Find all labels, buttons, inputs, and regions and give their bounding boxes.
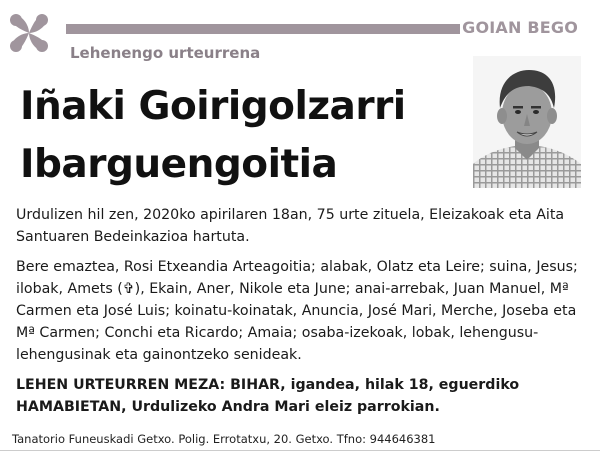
anniversary-subtitle: Lehenengo urteurrena bbox=[70, 44, 261, 62]
portrait-photo bbox=[473, 56, 581, 188]
header-rule bbox=[66, 24, 460, 34]
name-line-2: Ibarguengoitia bbox=[20, 142, 338, 187]
funeral-home-footer: Tanatorio Funeuskadi Getxo. Polig. Errotatxu, 20. Getxo. Tfno: 944646381 bbox=[12, 432, 436, 446]
mass-announcement: LEHEN URTEURREN MEZA: BIHAR, igandea, hilak 18, eguerdiko HAMABIETAN, Urdulizeko Andra Mari eleiz parrokian. bbox=[16, 377, 520, 415]
family-paragraph bbox=[16, 256, 584, 366]
deceased-name bbox=[20, 78, 460, 194]
family-text-part-2: ), Ekain, Aner, Nikole eta June; anai-arrebak, Juan Manuel, Mª Carmen eta José Luis; koinatu-koinatak, Anuncia, José Mari, Merche, Joseba eta Mª Carmen; Conchi eta Ricardo; Amaia; osaba-izekoak, lobak, lehengusu-lehengusinak eta gainontzeko senideak. bbox=[16, 281, 577, 363]
section-label: GOIAN BEGO bbox=[462, 18, 578, 37]
name-line-1: Iñaki Goirigolzarri bbox=[20, 84, 406, 129]
family-text-part-1: Bere emaztea, Rosi Etxeandia Arteagoitia; alabak, Olatz eta Leire; suina, Jesus; ilobak, Amets ( bbox=[16, 259, 578, 297]
cross-icon: ✞ bbox=[122, 281, 135, 297]
lauburu-icon bbox=[4, 8, 54, 58]
death-notice-paragraph: Urdulizen hil zen, 2020ko apirilaren 18an, 75 urte zituela, Eleizakoak eta Aita Santuaren Bedeinkazioa hartuta. bbox=[16, 207, 565, 245]
bottom-divider bbox=[0, 450, 600, 451]
